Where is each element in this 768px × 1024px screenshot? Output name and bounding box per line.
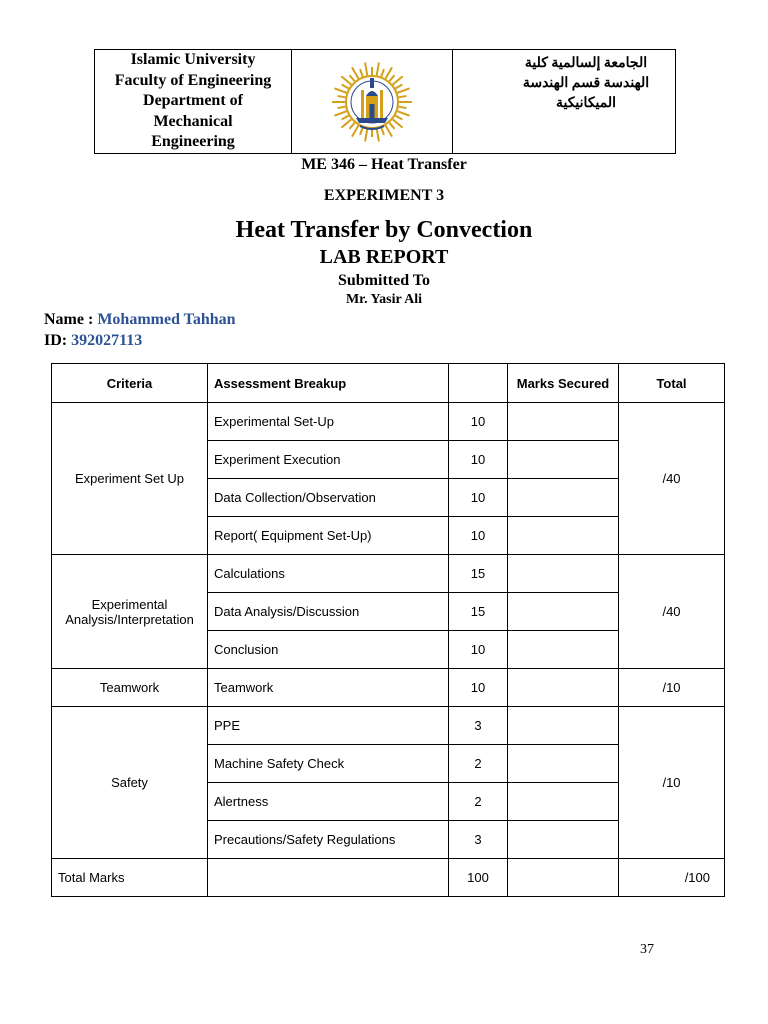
seal-ray (338, 106, 346, 107)
table-row (52, 669, 725, 707)
submitted-to: Mr. Yasir Ali (345, 292, 423, 307)
marks-cell: 3 (449, 707, 508, 745)
criteria-cell: Safety (52, 707, 208, 859)
total-cell: /10 (619, 669, 725, 707)
seal-ray (341, 119, 351, 127)
seal-ray (342, 115, 349, 119)
breakup-cell: Machine Safety Check (208, 745, 449, 783)
english-header-line: Faculty of Engineering (114, 71, 272, 89)
report-title: Heat Transfer by Convection (235, 217, 533, 243)
english-header-line: Islamic University (130, 51, 256, 69)
marks-cell: 10 (449, 441, 508, 479)
assessment-table (51, 363, 725, 897)
seal-ray (395, 115, 402, 119)
arabic-header-line: الميكانيكية (555, 96, 617, 111)
breakup-cell: Data Analysis/Discussion (208, 593, 449, 631)
seal-ray (341, 76, 351, 84)
seal-ray (377, 128, 379, 141)
marks-secured-cell[interactable] (508, 555, 619, 593)
seal-ray (350, 122, 355, 128)
page-number: 37 (640, 942, 654, 957)
criteria-cell: Experimental Analysis/Interpretation (52, 555, 208, 669)
table-row (52, 555, 725, 593)
marks-cell: 2 (449, 783, 508, 821)
seal-ray (386, 125, 393, 136)
total-breakup-cell (208, 859, 449, 897)
marks-cell: 3 (449, 821, 508, 859)
seal-ray (386, 67, 393, 78)
breakup-cell: Conclusion (208, 631, 449, 669)
seal-ray (397, 88, 409, 92)
experiment-number: EXPERIMENT 3 (323, 187, 445, 204)
university-seal-icon (330, 60, 414, 144)
seal-ray (365, 128, 367, 141)
student-id-row (44, 332, 142, 350)
seal-ray (334, 111, 346, 115)
marks-secured-cell[interactable] (508, 479, 619, 517)
submitted-label: Submitted To (337, 272, 431, 289)
breakup-cell: Experimental Set-Up (208, 403, 449, 441)
breakup-cell: Teamwork (208, 669, 449, 707)
seal-ray (334, 88, 346, 92)
student-name: Mohammed Tahhan (97, 311, 236, 328)
header-total: Total (619, 364, 725, 403)
seal-ray (399, 95, 407, 96)
breakup-cell: Calculations (208, 555, 449, 593)
seal-ray (389, 122, 394, 128)
total-cell: /40 (619, 403, 725, 555)
total-cell: /40 (619, 555, 725, 669)
marks-secured-cell[interactable] (508, 669, 619, 707)
english-header-line: Mechanical (153, 112, 233, 130)
seal-ray (389, 75, 394, 81)
marks-cell: 15 (449, 593, 508, 631)
seal-ray (365, 62, 367, 75)
seal-ray (338, 95, 346, 96)
student-name-row (44, 311, 236, 329)
breakup-cell: Alertness (208, 783, 449, 821)
grand-total-cell: /100 (619, 859, 725, 897)
english-header (95, 50, 292, 153)
id-label: ID: (44, 332, 68, 349)
arabic-header (453, 50, 675, 153)
breakup-cell: Report( Equipment Set-Up) (208, 517, 449, 555)
marks-cell: 2 (449, 745, 508, 783)
marks-cell: 10 (449, 479, 508, 517)
breakup-cell: Experiment Execution (208, 441, 449, 479)
english-header-line: Department of (143, 92, 243, 110)
total-marks-secured-cell[interactable] (508, 859, 619, 897)
seal-ray (381, 127, 384, 135)
table-header-row (52, 364, 725, 403)
breakup-cell: Precautions/Safety Regulations (208, 821, 449, 859)
marks-cell: 10 (449, 669, 508, 707)
marks-cell: 10 (449, 403, 508, 441)
header-criteria: Criteria (52, 364, 208, 403)
table-row (52, 707, 725, 745)
english-header-line: Engineering (151, 133, 235, 151)
seal-ray (360, 127, 363, 135)
student-id: 392027113 (71, 332, 143, 349)
total-marks-row (52, 859, 725, 897)
marks-secured-cell[interactable] (508, 783, 619, 821)
arabic-header-line: الجامعة إلسالمية كلية (524, 56, 648, 71)
seal-ray (352, 125, 359, 136)
arabic-header-line: الهندسة قسم الهندسة (522, 76, 650, 91)
marks-secured-cell[interactable] (508, 631, 619, 669)
name-label: Name : (44, 311, 94, 328)
marks-secured-cell[interactable] (508, 745, 619, 783)
header-assessment-breakup: Assessment Breakup (208, 364, 449, 403)
report-type: LAB REPORT (319, 246, 449, 268)
marks-secured-cell[interactable] (508, 707, 619, 745)
seal-ray (342, 84, 349, 88)
marks-secured-cell[interactable] (508, 403, 619, 441)
seal-ray (381, 69, 384, 77)
seal-ray (350, 75, 355, 81)
table-row (52, 403, 725, 441)
marks-secured-cell[interactable] (508, 821, 619, 859)
total-marks-label: Total Marks (52, 859, 208, 897)
marks-secured-cell[interactable] (508, 593, 619, 631)
header-marks (449, 364, 508, 403)
course-title: ME 346 – Heat Transfer (301, 156, 467, 173)
seal-ray (397, 111, 409, 115)
header-box (94, 49, 676, 154)
marks-secured-cell[interactable] (508, 441, 619, 479)
seal-ray (395, 84, 402, 88)
marks-cell: 10 (449, 631, 508, 669)
breakup-cell: Data Collection/Observation (208, 479, 449, 517)
logo-cell (292, 50, 453, 153)
marks-cell: 10 (449, 517, 508, 555)
total-marks-value: 100 (449, 859, 508, 897)
seal-ray (393, 119, 403, 127)
header-marks-secured: Marks Secured (508, 364, 619, 403)
criteria-cell: Experiment Set Up (52, 403, 208, 555)
seal-ray (399, 106, 407, 107)
marks-cell: 15 (449, 555, 508, 593)
seal-ray (352, 67, 359, 78)
seal-ray (393, 76, 403, 84)
total-cell: /10 (619, 707, 725, 859)
breakup-cell: PPE (208, 707, 449, 745)
criteria-cell: Teamwork (52, 669, 208, 707)
marks-secured-cell[interactable] (508, 517, 619, 555)
seal-ray (360, 69, 363, 77)
seal-ray (377, 62, 379, 75)
